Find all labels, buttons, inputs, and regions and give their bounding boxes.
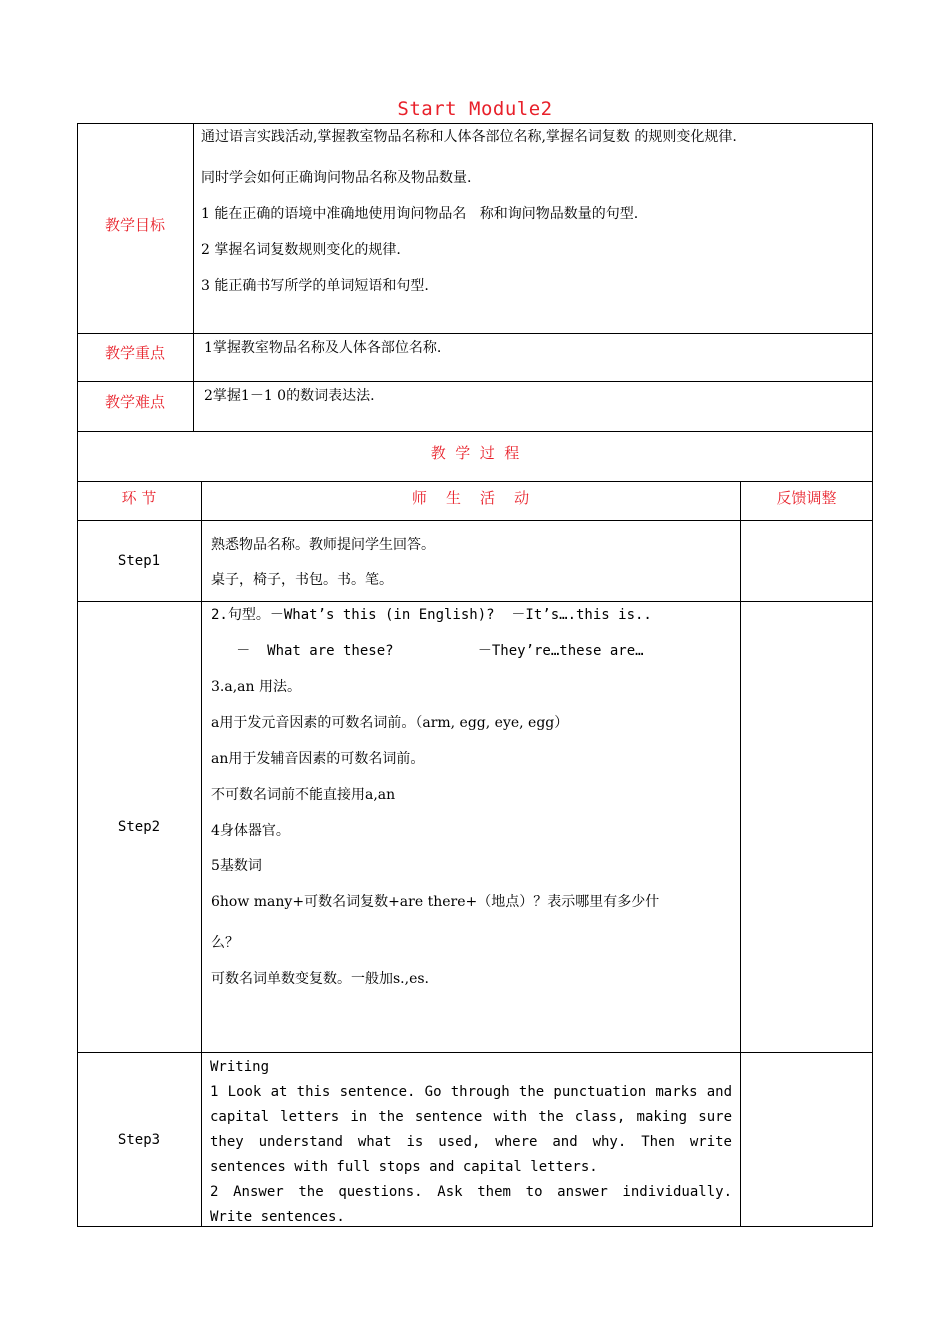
objective-line: 1 能在正确的语境中准确地使用询问物品名 称和询问物品数量的句型.: [201, 206, 639, 222]
row-divider: [77, 481, 873, 482]
objective-line: 通过语言实践活动,掌握教室物品名称和人体各部位名称,掌握名词复数 的规则变化规律.: [201, 129, 737, 145]
header-feedback: 反馈调整: [776, 489, 837, 507]
column-divider: [193, 123, 194, 431]
writing-paragraph: 1 Look at this sentence. Go through the punctuation marks and capital letters in the sentence with the class, making sure they understand what is used, where and why. Then write sentences with full stops and capital letters.: [210, 1084, 732, 1175]
step-line: 2.句型。－What’s this (in English)? －It’s….this is..: [211, 607, 652, 623]
step-line: 6how many+可数名词复数+are there+（地点）？表示哪里有多少什: [211, 894, 660, 910]
objective-line: 2 掌握名词复数规则变化的规律.: [201, 242, 401, 258]
objective-line: 3 能正确书写所学的单词短语和句型.: [201, 278, 429, 294]
column-divider: [201, 481, 202, 1227]
step-name: Step2: [117, 819, 161, 835]
writing-paragraph: 2 Answer the questions. Ask them to answer individually. Write sentences.: [210, 1184, 732, 1225]
step-name: Step1: [117, 553, 161, 569]
step-line: － What are these? －They’re…these are…: [211, 643, 644, 659]
objective-line: 同时学会如何正确询问物品名称及物品数量.: [201, 170, 472, 186]
step-name: Step3: [117, 1132, 161, 1148]
step-line: 熟悉物品名称。教师提问学生回答。: [211, 537, 435, 553]
step-line: 么？: [211, 935, 239, 951]
step-line: 5基数词: [211, 858, 262, 874]
key-points-text: 1掌握教室物品名称及人体各部位名称.: [204, 340, 442, 356]
row-divider: [77, 601, 873, 602]
writing-heading: Writing: [210, 1059, 270, 1075]
row-divider: [77, 520, 873, 521]
key-points-label: 教学重点: [104, 344, 165, 362]
header-activity: 师 生 活 动: [411, 489, 530, 507]
difficulties-text: 2掌握1－1 0的数词表达法.: [204, 388, 375, 404]
difficulties-label: 教学难点: [104, 393, 165, 411]
page-title: Start Module2: [397, 98, 553, 120]
row-divider: [77, 431, 873, 432]
step-line: 不可数名词前不能直接用a,an: [211, 787, 396, 803]
column-divider: [740, 481, 741, 1227]
row-divider: [77, 333, 873, 334]
step-line: 4身体器官。: [211, 823, 290, 839]
row-divider: [77, 1052, 873, 1053]
header-stage: 环 节: [121, 489, 157, 507]
step-line: a用于发元音因素的可数名词前。（arm, egg, eye, egg）: [211, 715, 569, 731]
row-divider: [77, 381, 873, 382]
step-line: 3.a,an 用法。: [211, 679, 301, 695]
step-line: an用于发辅音因素的可数名词前。: [211, 751, 425, 767]
writing-section: [210, 1055, 732, 1230]
process-title: 教 学 过 程: [430, 444, 520, 462]
objectives-label: 教学目标: [104, 216, 165, 234]
step-line: 桌子，椅子，书包。书。笔。: [211, 572, 393, 588]
step-line: 可数名词单数变复数。一般加s.,es.: [211, 971, 430, 987]
